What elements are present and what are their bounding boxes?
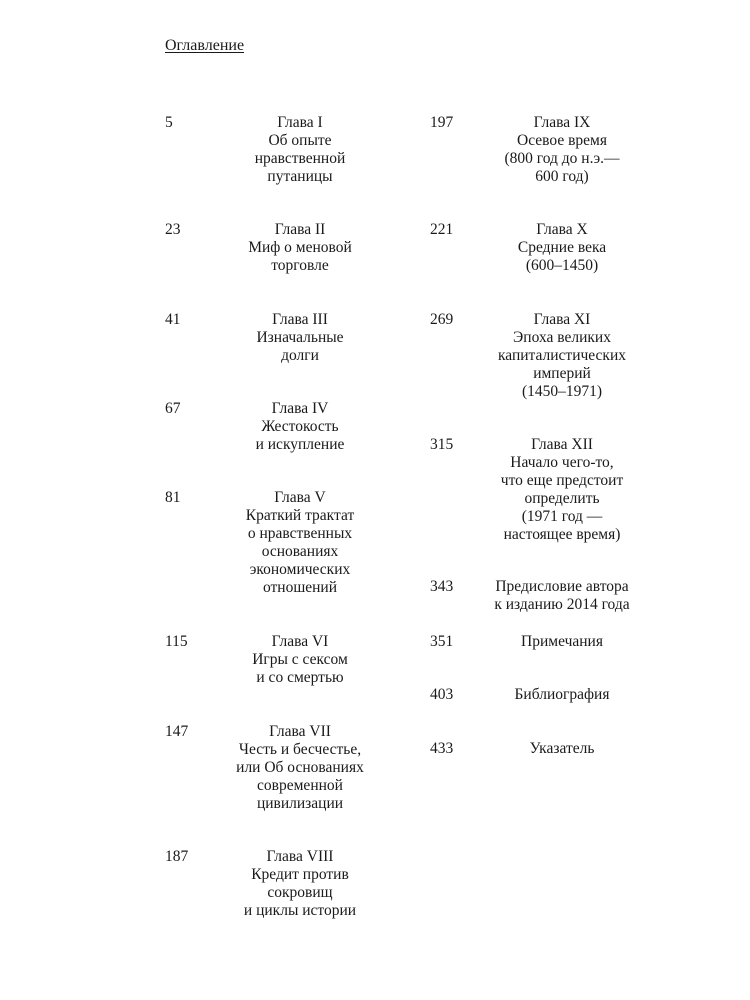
entry-title [200,114,400,186]
entry-title [200,633,400,687]
entry-title-line: и со смертью [256,669,344,686]
entry-title-line-heading: Предисловие автора [495,578,629,595]
page-number: 41 [165,311,181,328]
entry-title-line: Краткий трактат [245,507,355,524]
entry-title-line-heading: Примечания [521,633,603,650]
entry-title-line: Изначальные [256,329,344,346]
entry-title-line: (1971 год — [521,508,603,525]
entry-title-line: торговле [271,257,329,274]
page-number: 81 [165,489,181,506]
entry-title-line: Об опыте [268,132,332,149]
entry-title [200,311,400,365]
entry-title-line-heading: Глава VII [269,723,331,740]
entry-title-line: Игры с сексом [252,651,348,668]
entry-title-line: и циклы истории [243,902,357,919]
entry-title-line: Миф о меновой [248,239,352,256]
entry-title [462,578,662,614]
entry-title-line: основаниях [261,543,339,560]
page-number: 147 [165,723,189,740]
entry-title-line: Осевое время [517,132,607,149]
entry-title [462,686,662,704]
entry-title [200,723,400,813]
entry-title-line: нравственной [254,150,346,167]
page-number: 23 [165,221,181,238]
page-number: 315 [430,436,454,453]
entry-title-line: современной [257,777,343,794]
page-number: 433 [430,740,454,757]
entry-title [200,221,400,275]
entry-title [462,633,662,651]
entry-title-line: долги [281,347,319,364]
entry-title-line: сокровищ [267,884,333,901]
entry-title-line: Честь и бесчестье, [238,741,362,758]
entry-title-line-heading: Указатель [529,740,595,757]
entry-title-line: Эпоха великих [513,329,611,346]
page-number: 197 [430,114,454,131]
entry-title-line: (800 год до н.э.— [504,150,620,167]
page-number: 221 [430,221,454,238]
entry-title-line: и искупление [255,436,345,453]
entry-title-line: 600 год) [535,168,589,185]
entry-title-line: цивилизации [256,795,344,812]
entry-title [200,848,400,920]
entry-title-line: что еще предстоит [500,472,624,489]
page-number: 5 [165,114,173,131]
entry-title-line: путаницы [267,168,333,185]
entry-title-line: Жестокость [261,418,339,435]
entry-title-line-heading: Глава X [536,221,588,238]
entry-title-line-heading: Глава III [272,311,328,328]
entry-title-line: Средние века [517,239,607,256]
toc-title: Оглавление [165,37,245,54]
entry-title-line-heading: Глава XII [531,436,593,453]
entry-title-line: экономических [249,561,351,578]
entry-title-line-heading: Библиография [514,686,610,703]
entry-title-line-heading: Глава I [277,114,323,131]
entry-title-line: о нравственных [247,525,353,542]
entry-title [462,740,662,758]
entry-title-line-heading: Глава IV [271,400,329,417]
page-number: 343 [430,578,454,595]
page-number: 187 [165,848,189,865]
entry-title [462,221,662,275]
entry-title-line: (600–1450) [525,257,599,274]
entry-title-line: Начало чего-то, [510,454,614,471]
entry-title [462,311,662,401]
entry-title [200,400,400,454]
entry-title-line-heading: Глава XI [533,311,591,328]
entry-title-line: (1450–1971) [521,383,603,400]
entry-title-line: Кредит против [251,866,349,883]
entry-title-line-heading: Глава VIII [266,848,334,865]
page-number: 67 [165,400,181,417]
page-number: 269 [430,311,454,328]
entry-title-line-heading: Глава IX [533,114,591,131]
page-number: 351 [430,633,454,650]
entry-title-line-heading: Глава II [274,221,326,238]
entry-title-line: или Об основаниях [236,759,364,776]
entry-title-line: империй [533,365,591,382]
entry-title-line: определить [524,490,600,507]
entry-title-line: настоящее время) [503,526,621,543]
entry-title-line: к изданию 2014 года [494,596,630,613]
entry-title-line-heading: Глава VI [271,633,329,650]
page-number: 403 [430,686,454,703]
entry-title [462,114,662,186]
entry-title-line-heading: Глава V [274,489,326,506]
entry-title-line: капиталистических [497,347,627,364]
entry-title-line: отношений [262,579,338,596]
page-number: 115 [165,633,188,650]
entry-title [200,489,400,597]
entry-title [462,436,662,544]
